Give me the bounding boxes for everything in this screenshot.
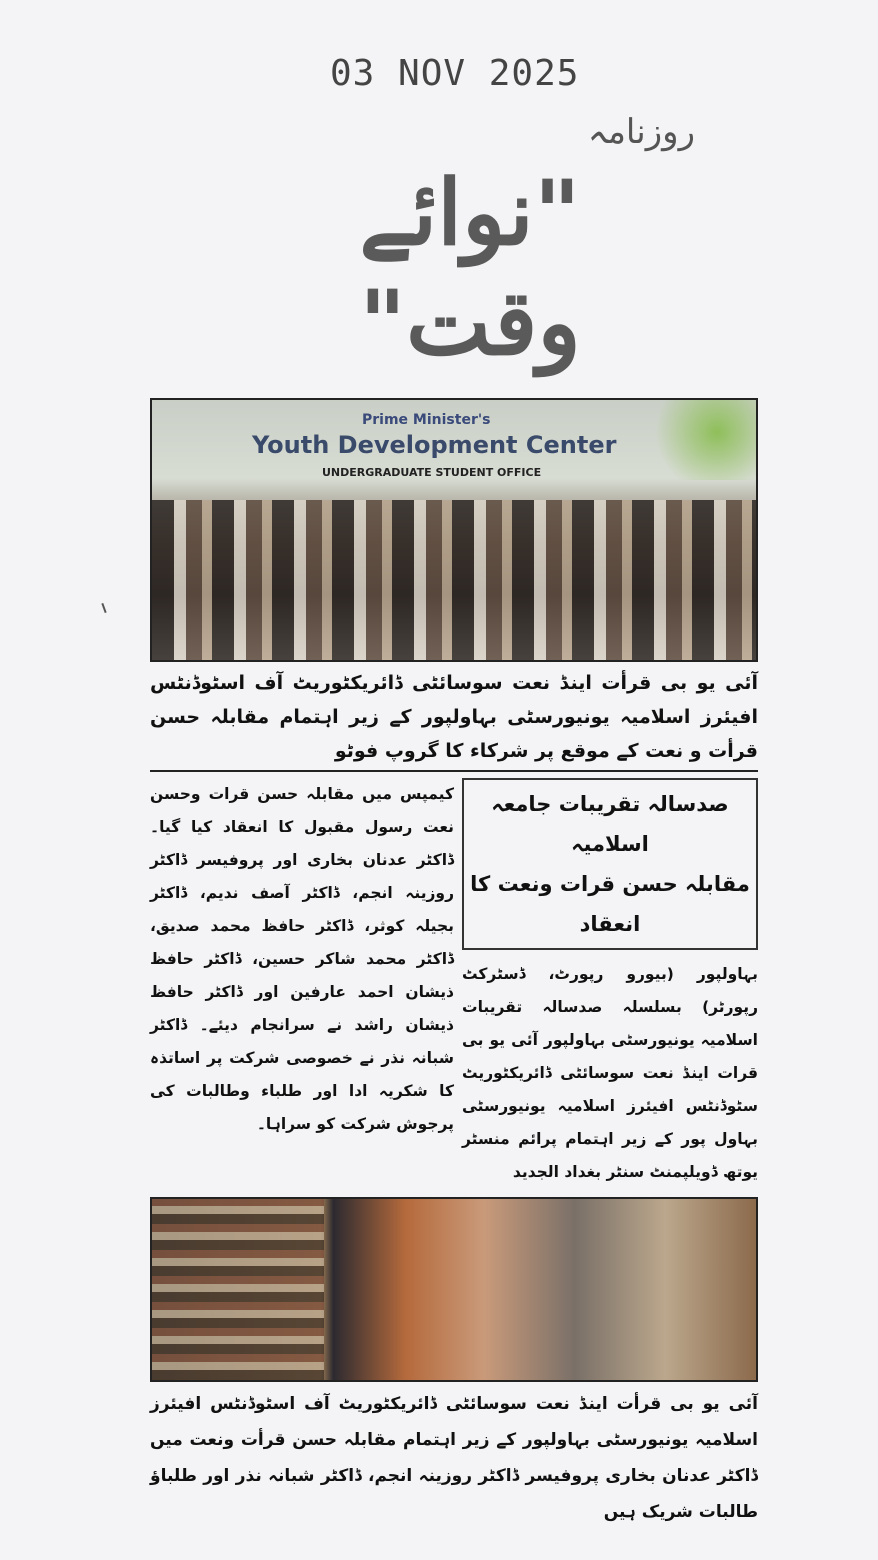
photo2-caption: آئی یو بی قرأت اینڈ نعت سوسائٹی ڈائریکٹوریٹ آف اسٹوڈنٹس افیئرز اسلامیہ یونیورسٹی بہاولپور کے زیر اہتمام مقابلہ حسن قرأت ونعت میں ڈاکٹر عدنان بخاری پروفیسر ڈاکٹر روزینہ انجم، ڈاکٹر شبانہ نذر اور طلباؤ طالبات شریک ہیں [150, 1394, 758, 1522]
event-photo-collage [150, 1197, 758, 1382]
news-clipping [150, 398, 758, 1560]
article [150, 778, 758, 1189]
decor-leaves [626, 400, 756, 480]
banner-line1: Prime Minister's [362, 412, 491, 428]
photo1-caption: آئی یو بی قرأت اینڈ نعت سوسائٹی ڈائریکٹوریٹ آف اسٹوڈنٹس افیئرز اسلامیہ یونیورسٹی بہاولپور کے زیر اہتمام مقابلہ حسن قرأت و نعت کے موقع پر شرکاء کا گروپ فوٹو [150, 666, 758, 772]
group-photo [150, 398, 758, 662]
scan-mark [101, 603, 106, 613]
article-column-right: بہاولپور (بیورو رپورٹ، ڈسٹرکٹ رپورٹر) بسلسلہ صدسالہ تقریبات اسلامیہ یونیورسٹی بہاولپور آئی یو بی قرات اینڈ نعت سوسائٹی ڈائریکٹوریٹ سٹوڈنٹس افیئرز اسلامیہ یونیورسٹی بہاول پور کے زیر اہتمام پرائم منسٹر یوتھ ڈویلپمنٹ سنٹر بغداد الجدید [462, 965, 758, 1181]
clipping-date: 03 NOV 2025 [330, 53, 580, 94]
banner-line3: UNDERGRADUATE STUDENT OFFICE [322, 466, 542, 479]
headline-box [462, 778, 758, 950]
participants [152, 500, 756, 660]
article-right [462, 778, 758, 1189]
banner-line2: Youth Development Center [252, 431, 617, 459]
article-column-left: کیمپس میں مقابلہ حسن قرات وحسن نعت رسول مقبول کا انعقاد کیا گیا۔ ڈاکٹر عدنان بخاری اور پروفیسر ڈاکٹر روزینہ انجم، ڈاکٹر آصف ندیم، ڈاکٹر بجیلہ کوثر، ڈاکٹر حافظ محمد صدیق، ڈاکٹر محمد شاکر حسین، ڈاکٹر حافظ ذیشان احمد عارفین اور ڈاکٹر حافظ ذیشان راشد نے سرانجام دیئے۔ ڈاکٹر شبانہ نذر نے خصوصی شرکت پر اساتذہ کا شکریہ ادا اور طلباء وطالبات کی پرجوش شرکت کو سراہا۔ [150, 785, 454, 1133]
masthead-prefix: روزنامہ [587, 112, 695, 152]
masthead-title: "نوائے وقت" [359, 160, 581, 376]
masthead-area [0, 0, 878, 378]
audience-photo [152, 1199, 324, 1380]
headline-line1: صدسالہ تقریبات جامعہ اسلامیہ [491, 792, 729, 856]
headline-line2: مقابلہ حسن قرات ونعت کا انعقاد [470, 872, 750, 936]
